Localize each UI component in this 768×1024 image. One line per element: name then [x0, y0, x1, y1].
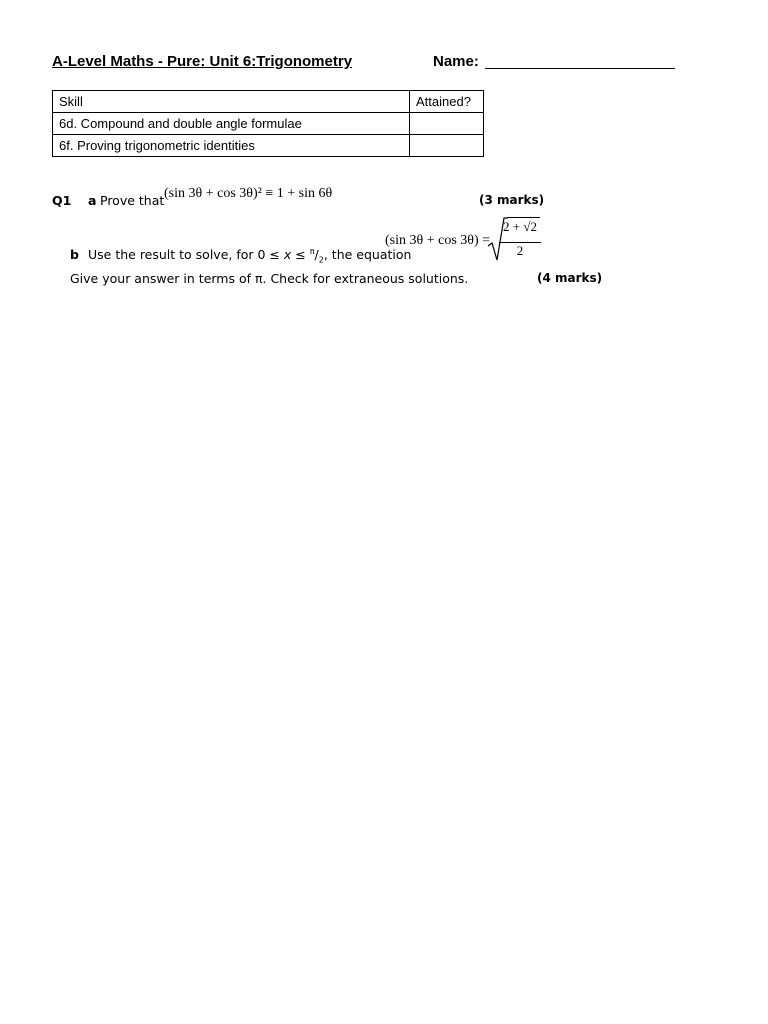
fraction-numerator: 2 + √2 — [503, 219, 537, 234]
part-b-marks: (4 marks) — [537, 271, 603, 285]
attained-cell[interactable] — [410, 113, 484, 135]
fraction-denominator: 2 — [516, 243, 524, 258]
part-a-equation: (sin 3θ + cos 3θ)² ≡ 1 + sin 6θ — [164, 186, 333, 201]
sqrt-overline — [508, 217, 540, 218]
page-title: A-Level Maths - Pure: Unit 6:Trigonometry — [52, 53, 353, 70]
name-input-line[interactable] — [485, 68, 675, 69]
attained-cell[interactable] — [410, 135, 484, 157]
part-b-text-mid: ≤ — [291, 247, 310, 263]
part-a-marks: (3 marks) — [479, 193, 545, 207]
table-row — [53, 113, 484, 135]
part-b-follow-up: Give your answer in terms of π. Check for extraneous solutions. — [70, 271, 469, 286]
table-header-row — [53, 91, 484, 113]
part-a-letter: a — [88, 193, 97, 208]
part-b-var: x — [283, 247, 292, 263]
question-number: Q1 — [52, 193, 72, 208]
part-b-text-before: Use the result to solve, for 0 ≤ — [88, 247, 284, 263]
part-b-text: Use the result to solve, for $0 \le x \le ^\pi/_2$, the equation — [88, 247, 412, 265]
part-b-letter: b — [70, 247, 79, 262]
table-header-skill: Skill — [53, 91, 410, 113]
table-header-attained: Attained? — [410, 91, 484, 113]
skill-cell: 6d. Compound and double angle formulae — [53, 113, 410, 135]
name-label: Name: — [433, 53, 479, 70]
skill-cell: 6f. Proving trigonometric identities — [53, 135, 410, 157]
part-b-equation-lhs: (sin 3θ + cos 3θ) = — [385, 233, 491, 248]
skills-table — [52, 90, 484, 157]
table-row — [53, 135, 484, 157]
part-b-text-after: , the equation — [323, 247, 412, 263]
part-a-text: Prove that — [100, 193, 165, 208]
